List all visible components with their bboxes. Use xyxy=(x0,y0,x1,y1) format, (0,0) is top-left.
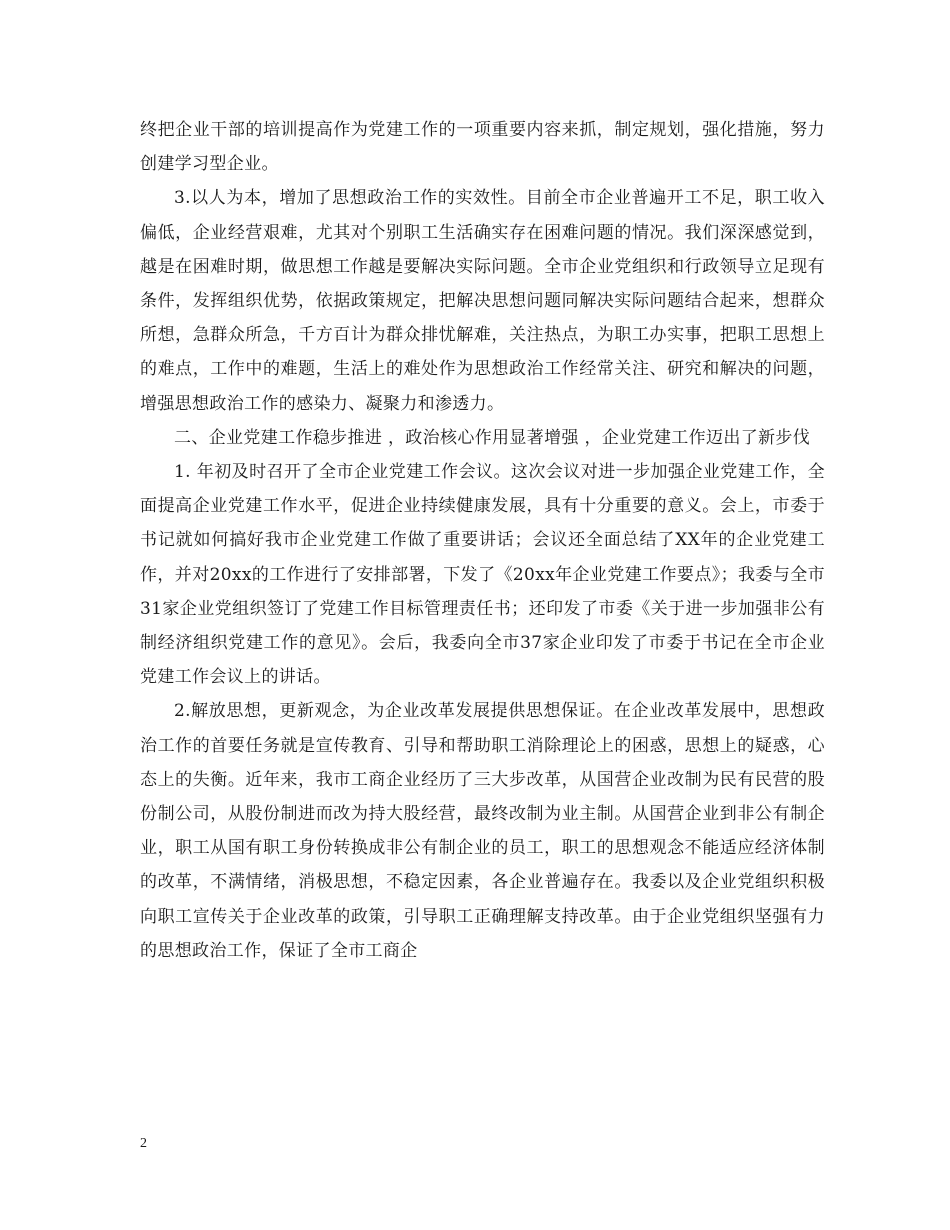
page-number: 2 xyxy=(140,1136,147,1151)
paragraph-item-1: 1. 年初及时召开了全市企业党建工作会议。这次会议对进一步加强企业党建工作，全面提高企业党建工作水平，促进企业持续健康发展，具有十分重要的意义。会上，市委于书记就如何搞好我市企业党建工作做了重要讲话；会议还全面总结了XX年的企业党建工作，并对20xx的工作进行了安排部署，下发了《20xx年企业党建工作要点》；我委与全市31家企业党组织签订了党建工作目标管理责任书；还印发了市委《关于进一步加强非公有制经济组织党建工作的意见》。会后，我委向全市37家企业印发了市委于书记在全市企业党建工作会议上的讲话。 xyxy=(140,462,825,688)
paragraph-item-2: 2.解放思想，更新观念，为企业改革发展提供思想保证。在企业改革发展中，思想政治工作的首要任务就是宣传教育、引导和帮助职工消除理论上的困惑，思想上的疑惑，心态上的失衡。近年来，我市工商企业经历了三大步改革，从国营企业改制为民有民营的股份制公司，从股份制进而改为持大股经营，最终改制为业主制。从国营企业到非公有制企业，职工从国有职工身份转换成非公有制企业的员工，职工的思想观念不能适应经济体制的改革，不满情绪，消极思想，不稳定因素，各企业普遍存在。我委以及企业党组织积极向职工宣传关于企业改革的政策，引导职工正确理解支持改革。由于企业党组织坚强有力的思想政治工作，保证了全市工商企 xyxy=(140,701,825,961)
paragraph-item-3: 3.以人为本，增加了思想政治工作的实效性。目前全市企业普遍开工不足，职工收入偏低，企业经营艰难，尤其对个别职工生活确实存在困难问题的情况。我们深深感觉到，越是在困难时期，做思想工作越是要解决实际问题。全市企业党组织和行政领导立足现有条件，发挥组织优势，依据政策规定，把解决思想问题同解决实际问题结合起来，想群众所想，急群众所急，千方百计为群众排忧解难，关注热点，为职工办实事，把职工思想上的难点，工作中的难题，生活上的难处作为思想政治工作经常关注、研究和解决的问题，增强思想政治工作的感染力、凝聚力和渗透力。 xyxy=(140,188,825,414)
section-heading-2: 二、企业党建工作稳步推进 ，政治核心作用显著增强 ，企业党建工作迈出了新步伐 xyxy=(174,427,811,448)
document-body xyxy=(140,113,825,968)
paragraph-continuation: 终把企业干部的培训提高作为党建工作的一项重要内容来抓，制定规划，强化措施，努力创建学习型企业。 xyxy=(140,120,825,175)
